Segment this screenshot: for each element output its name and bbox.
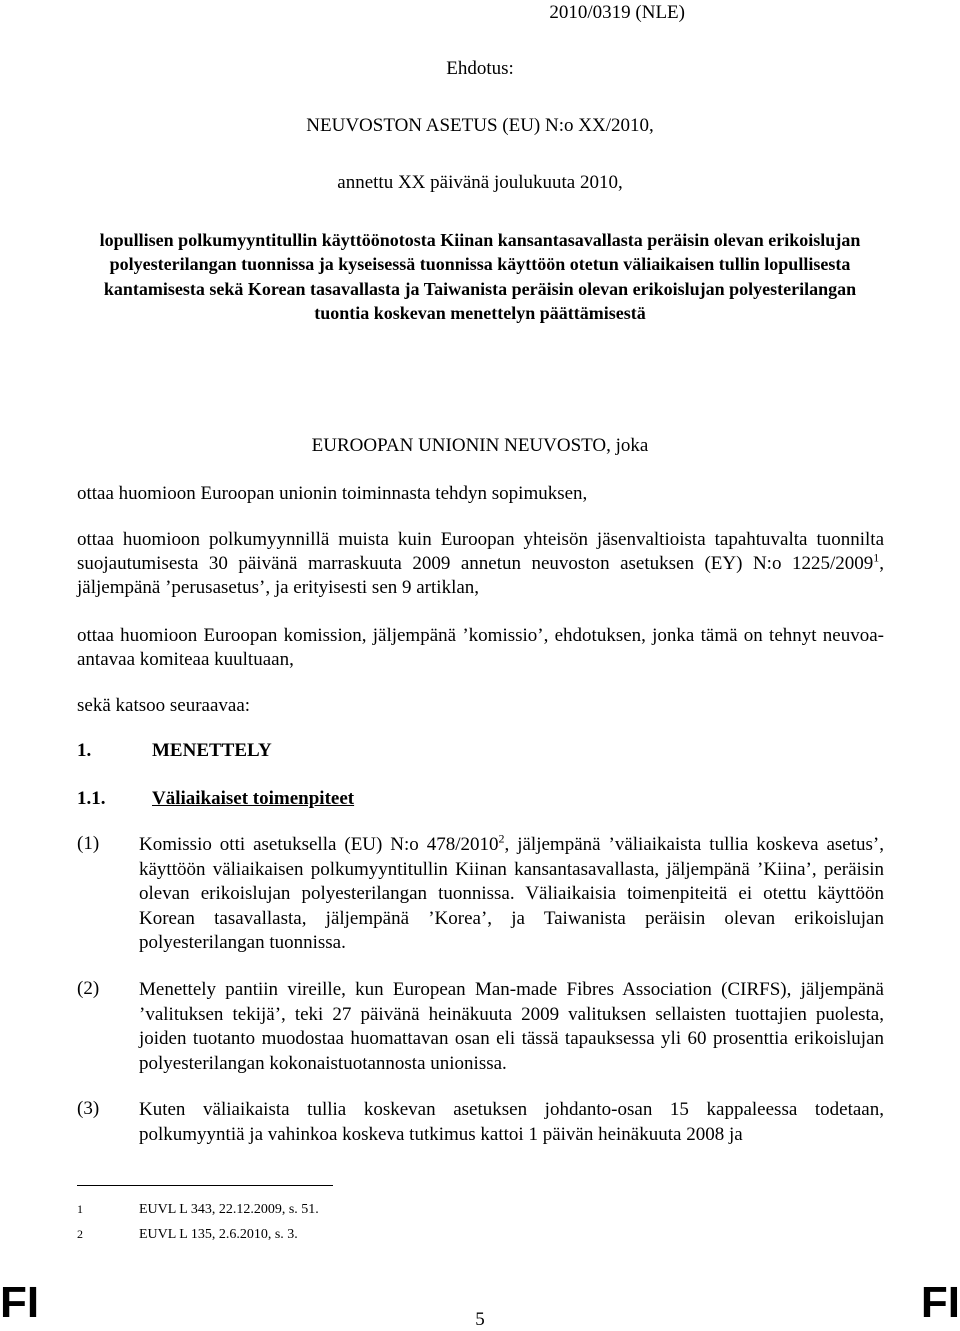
footnote-number: 2 [77, 1227, 83, 1241]
preamble-paragraph-4: sekä katsoo seuraavaa: [77, 695, 251, 716]
recital-number: (3) [77, 1098, 100, 1119]
recital-number: (2) [77, 978, 100, 999]
section-title: MENETTELY [152, 740, 272, 761]
language-code-left: FI [0, 1278, 40, 1327]
recital-text [139, 833, 884, 956]
recital-number: (1) [77, 833, 100, 854]
page-number: 5 [475, 1309, 485, 1330]
section-number: 1. [77, 740, 92, 761]
recital-text-start: Komissio otti asetuksella (EU) N:o 478/2010 [139, 834, 499, 855]
preamble-paragraph-3: ottaa huomioon Euroopan komission, jäljempänä ’komissio’, ehdotuksen, jonka tämä on tehnyt neuvoa-antavaa komiteaa kuultuaan, [77, 625, 884, 670]
recital-text: Menettely pantiin vireille, kun European Man-made Fibres Association (CIRFS), jäljempänä ’valituksen tekijä’, teki 27 päivänä heinäkuuta 2009 valituksen sellaisten tuottajien puolesta, joiden tuotanto muodostaa huomattavan osan eli tässä tapauksessa yli 60 prosenttia erikoislujan polyesterilangan kokonaistuotannosta unionissa. [139, 979, 884, 1074]
council-line: EUROOPAN UNIONIN NEUVOSTO, joka [311, 435, 649, 456]
subsection-title: Väliaikaiset toimenpiteet [152, 788, 355, 809]
date-line: annettu XX päivänä joulukuuta 2010, [337, 172, 623, 193]
preamble-paragraph-2 [77, 528, 884, 600]
document-reference: 2010/0319 (NLE) [549, 2, 685, 23]
footnote-reference: 2 [498, 831, 505, 846]
language-code-right: FI [920, 1278, 960, 1327]
footnote-text: EUVL L 135, 2.6.2010, s. 3. [139, 1227, 298, 1242]
subsection-number: 1.1. [77, 788, 106, 809]
proposal-label: Ehdotus: [446, 58, 514, 79]
footnote-separator [77, 1185, 333, 1186]
preamble-paragraph-2-text: ottaa huomioon polkumyynnillä muista kuin Euroopan yhteisön jäsenvaltioista tapahtuvalta tuonnilta suojautumisesta 30 päivänä marraskuuta 2009 annetun neuvoston asetuksen (EY) N:o 1225/2009 [77, 529, 884, 574]
regulation-title: NEUVOSTON ASETUS (EU) N:o XX/2010, [306, 115, 654, 136]
recital-text-continuation: , jäljempänä ’väliaikaista tullia koskeva asetus’, käyttöön väliaikaisen polkumyyntitullin Kiinan kansantasavallasta, jäljempänä ’Kiina’, peräisin olevan erikoislujan polyesterilangan tuonnissa. Väliaikaisia toimenpiteitä ei otettu käyttöön Korean tasavallasta, jäljempänä ’Korea’, ja Taiwanista peräisin olevan erikoislujan polyesterilangan tuonnissa. [139, 834, 884, 953]
regulation-subject: lopullisen polkumyyntitullin käyttöönotosta Kiinan kansantasavallasta peräisin olevan erikoislujan polyesterilangan tuonnissa ja kyseisessä tuonnissa käyttöön otetun väliaikaisen tullin lopullisesta kantamisesta sekä Korean tasavallasta ja Taiwanista peräisin olevan erikoislujan polyesterilangan tuontia koskevan menettelyn päättämisestä [99, 230, 861, 323]
recital-text: Kuten väliaikaista tullia koskevan asetuksen johdanto-osan 15 kappaleessa todetaan, polkumyyntiä ja vahinkoa koskeva tutkimus kattoi 1 päivän heinäkuuta 2008 ja [139, 1099, 884, 1145]
footnote-reference: 1 [873, 550, 880, 565]
footnote-number: 1 [77, 1202, 83, 1216]
preamble-paragraph-2-continuation: , jäljempänä ’perusasetus’, ja erityisesti sen 9 artiklan, [77, 553, 884, 598]
preamble-paragraph-1: ottaa huomioon Euroopan unionin toiminnasta tehdyn sopimuksen, [77, 483, 588, 504]
footnote-text: EUVL L 343, 22.12.2009, s. 51. [139, 1202, 319, 1217]
